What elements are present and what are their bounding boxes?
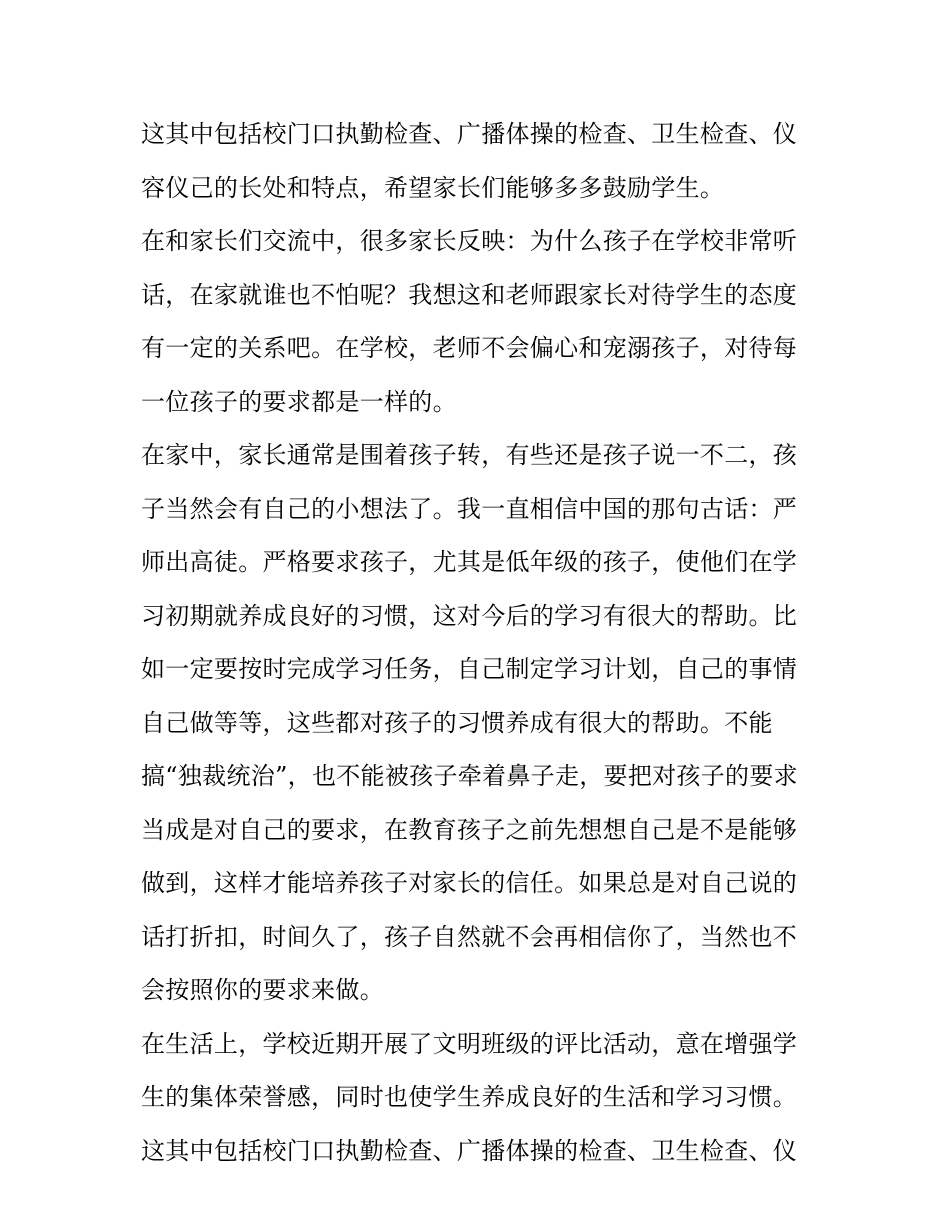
text-line: 如一定要按时完成学习任务，自己制定学习计划，自己的事情 — [141, 655, 798, 683]
text-line: 有一定的关系吧。在学校，老师不会偏心和宠溺孩子，对待每 — [141, 334, 798, 362]
text-line: 在和家长们交流中，很多家长反映：为什么孩子在学校非常听 — [141, 227, 798, 255]
text-line: 做到，这样才能培养孩子对家长的信任。如果总是对自己说的 — [141, 869, 798, 897]
text-line: 当成是对自己的要求，在教育孩子之前先想想自己是不是能够 — [141, 815, 798, 844]
text-line: 在家中，家长通常是围着孩子转，有些还是孩子说一不二，孩 — [141, 441, 798, 469]
text-line: 这其中包括校门口执勤检查、广播体操的检查、卫生检查、仪 — [141, 1136, 798, 1165]
text-line: 自己做等等，这些都对孩子的习惯养成有很大的帮助。不能 — [141, 708, 773, 737]
text-line: 话，在家就谁也不怕呢？我想这和老师跟家长对待学生的态度 — [141, 280, 798, 309]
text-line: 在生活上，学校近期开展了文明班级的评比活动，意在增强学 — [141, 1029, 798, 1058]
text-line: 话打折扣，时间久了，孩子自然就不会再相信你了，当然也不 — [141, 922, 798, 951]
text-line: 子当然会有自己的小想法了。我一直相信中国的那句古话：严 — [141, 494, 798, 523]
text-line: 容仪己的长处和特点，希望家长们能够多多鼓励学生。 — [141, 173, 725, 202]
text-line: 生的集体荣誉感，同时也使学生养成良好的生活和学习习惯。 — [141, 1083, 798, 1111]
text-line: 这其中包括校门口执勤检查、广播体操的检查、卫生检查、仪 — [141, 120, 798, 148]
document-body — [141, 108, 813, 1178]
text-line: 会按照你的要求来做。 — [141, 976, 384, 1004]
text-line: 师出高徒。严格要求孩子，尤其是低年级的孩子，使他们在学 — [141, 548, 798, 576]
text-line: 搞“独裁统治”，也不能被孩子牵着鼻子走，要把对孩子的要求 — [141, 762, 798, 790]
text-line: 习初期就养成良好的习惯，这对今后的学习有很大的帮助。比 — [141, 601, 798, 630]
text-line: 一位孩子的要求都是一样的。 — [141, 387, 457, 416]
